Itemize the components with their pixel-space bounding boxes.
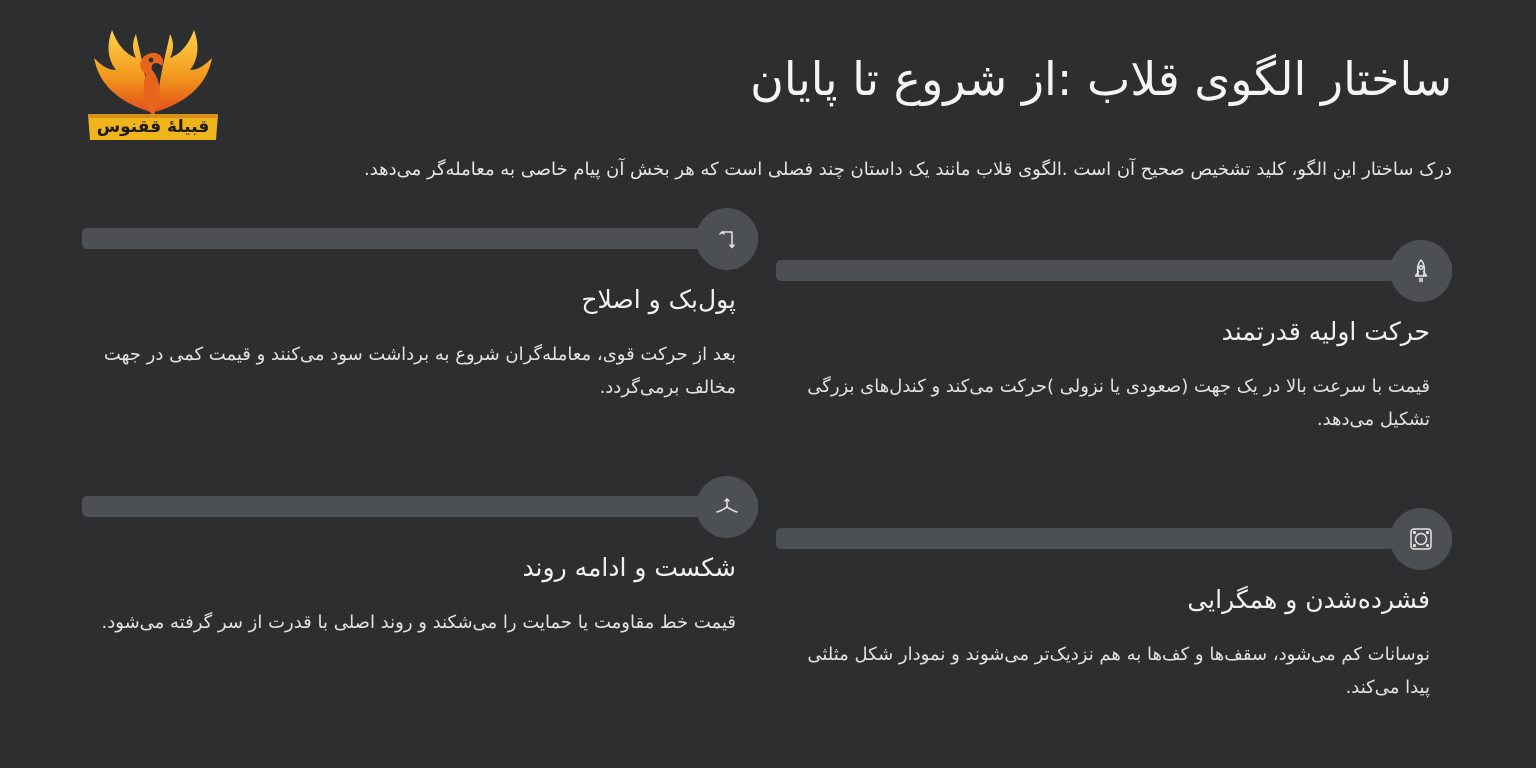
stage-card-breakout <box>82 476 758 676</box>
intro-paragraph: درک ساختار این الگو، کلید تشخیص صحیح آن است .الگوی قلاب مانند یک داستان چند فصلی است که هر بخش آن پیام خاصی به معامله‌گر می‌دهد. <box>363 159 1452 180</box>
card-title: پول‌بک و اصلاح <box>581 285 736 314</box>
card-text: بعد از حرکت قوی، معامله‌گران شروع به برداشت سود می‌کنند و قیمت کمی در جهت مخالف برمی‌گردد. <box>103 344 736 399</box>
stage-card-initial-move <box>776 240 1452 440</box>
page-title: ساختار الگوی قلاب :از شروع تا پایان <box>750 52 1452 106</box>
compress-square-icon <box>1390 508 1452 570</box>
card-track <box>82 496 758 517</box>
stage-card-compression <box>776 508 1452 708</box>
turn-back-arrow-icon <box>696 208 758 270</box>
card-title: حرکت اولیه قدرتمند <box>1221 317 1430 346</box>
card-track <box>776 528 1452 549</box>
logo-text: قبیلهٔ ققنوس <box>96 117 210 137</box>
rocket-icon <box>1390 240 1452 302</box>
card-text: نوسانات کم می‌شود، سقف‌ها و کف‌ها به هم نزدیک‌تر می‌شوند و نمودار شکل مثلثی پیدا می‌کند. <box>807 644 1430 699</box>
card-text: قیمت خط مقاومت یا حمایت را می‌شکند و روند اصلی با قدرت از سر گرفته می‌شود. <box>101 612 736 633</box>
card-title: شکست و ادامه روند <box>522 553 736 582</box>
card-text: قیمت با سرعت بالا در یک جهت (صعودی یا نزولی )حرکت می‌کند و کندل‌های بزرگی تشکیل می‌دهد. <box>807 376 1430 431</box>
card-title: فشرده‌شدن و همگرایی <box>1187 585 1430 614</box>
card-track <box>776 260 1452 281</box>
logo <box>86 24 220 142</box>
stage-card-pullback <box>82 208 758 408</box>
card-track <box>82 228 758 249</box>
split-branch-icon <box>696 476 758 538</box>
